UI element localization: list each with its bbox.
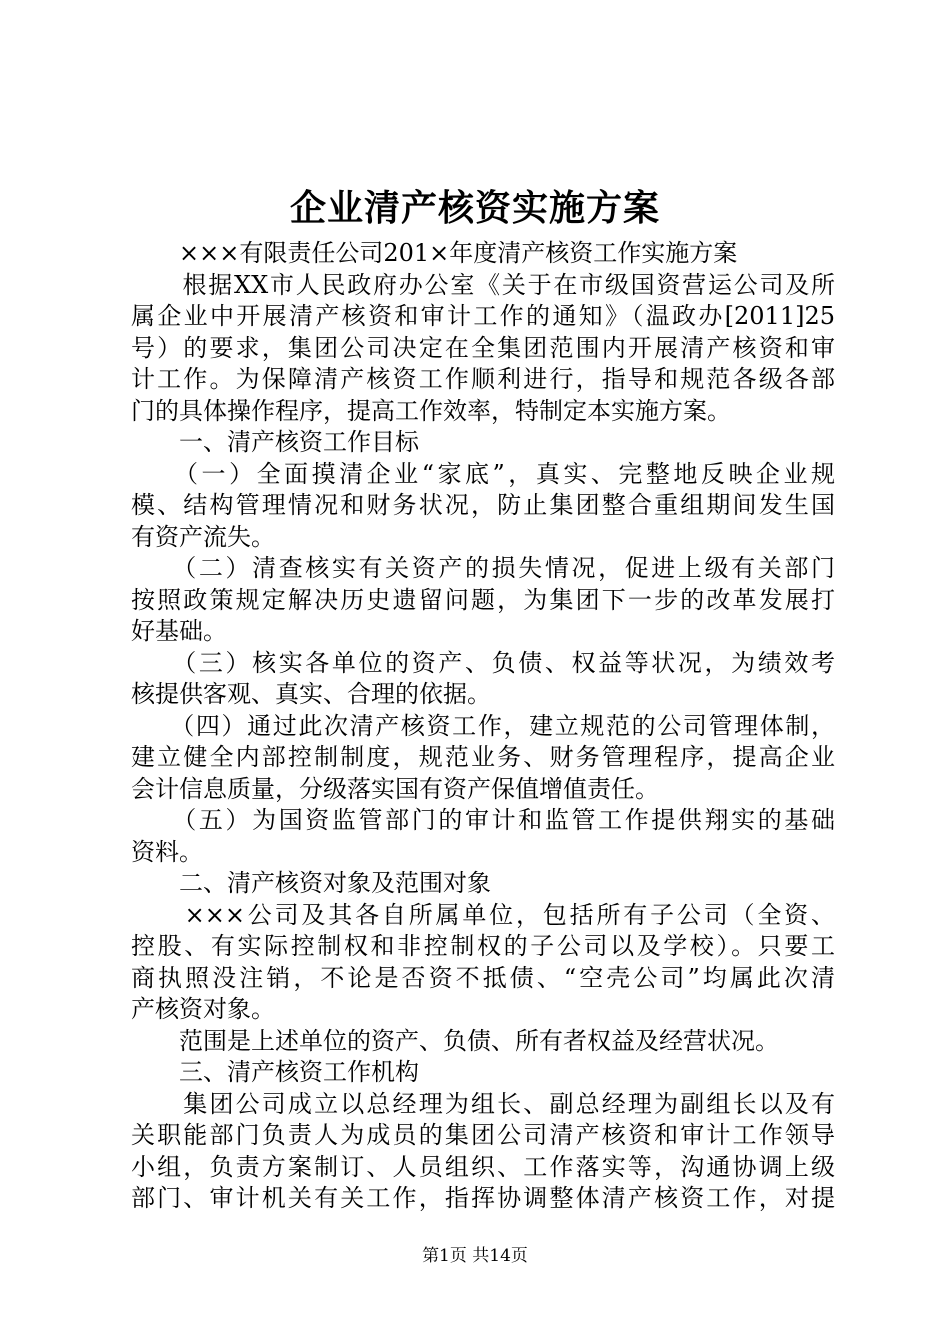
body-line: 按照政策规定解决历史遗留问题，为集团下一步的改革发展打 xyxy=(131,585,835,614)
body-line: 好基础。 xyxy=(131,617,227,645)
body-line: 资料。 xyxy=(131,837,203,866)
body-line: 产核资对象。 xyxy=(131,995,275,1023)
body-line: 商执照没注销，不论是否资不抵债、“空壳公司”均属此次清 xyxy=(131,963,835,992)
body-line: 会计信息质量，分级落实国有资产保值增值责任。 xyxy=(131,774,659,803)
body-line: 号）的要求，集团公司决定在全集团范围内开展清产核资和审 xyxy=(131,333,835,362)
body-line: 一、清产核资工作目标 xyxy=(131,428,419,456)
page-footer: 第1页 共14页 xyxy=(422,1246,528,1266)
document-title: 企业清产核资实施方案 xyxy=(289,187,660,229)
body-line: （五）为国资监管部门的审计和监管工作提供翔实的基础 xyxy=(131,806,835,834)
body-line: 属企业中开展清产核资和审计工作的通知》（温政办[2011]25 xyxy=(131,302,835,330)
body-line: 二、清产核资对象及范围对象 xyxy=(131,869,491,897)
body-line: 门的具体操作程序，提高工作效率，特制定本实施方案。 xyxy=(131,396,731,425)
body-line: ×××有限责任公司201×年度清产核资工作实施方案 xyxy=(131,239,738,267)
body-line: （二）清查核实有关资产的损失情况，促进上级有关部门 xyxy=(131,554,835,582)
body-line: 有资产流失。 xyxy=(131,522,275,551)
body-line: 模、结构管理情况和财务状况，防止集团整合重组期间发生国 xyxy=(131,491,835,519)
body-line: 建立健全内部控制制度，规范业务、财务管理程序，提高企业 xyxy=(131,743,835,771)
body-line: 三、清产核资工作机构 xyxy=(131,1058,419,1086)
body-line: ×××公司及其各自所属单位，包括所有子公司（全资、 xyxy=(131,900,835,929)
body-line: 控股、有实际控制权和非控制权的子公司以及学校）。只要工 xyxy=(131,932,835,960)
body-line: 小组，负责方案制订、人员组织、工作落实等，沟通协调上级 xyxy=(131,1152,835,1181)
body-line: 关职能部门负责人为成员的集团公司清产核资和审计工作领导 xyxy=(131,1121,835,1149)
body-line: 部门、审计机关有关工作，指挥协调整体清产核资工作，对提 xyxy=(131,1184,835,1212)
body-line: 核提供客观、真实、合理的依据。 xyxy=(131,680,491,708)
body-line: 集团公司成立以总经理为组长、副总经理为副组长以及有 xyxy=(131,1089,835,1118)
body-line: （三）核实各单位的资产、负债、权益等状况，为绩效考 xyxy=(131,648,835,677)
body-line: 范围是上述单位的资产、负债、所有者权益及经营状况。 xyxy=(131,1026,779,1055)
document-body xyxy=(131,238,835,1215)
body-line: 计工作。为保障清产核资工作顺利进行，指导和规范各级各部 xyxy=(131,365,835,393)
body-line: （四）通过此次清产核资工作，建立规范的公司管理体制， xyxy=(131,711,835,740)
body-line: （一）全面摸清企业“家底”，真实、完整地反映企业规 xyxy=(131,459,835,488)
body-line: 根据XX市人民政府办公室《关于在市级国资营运公司及所 xyxy=(131,270,835,299)
